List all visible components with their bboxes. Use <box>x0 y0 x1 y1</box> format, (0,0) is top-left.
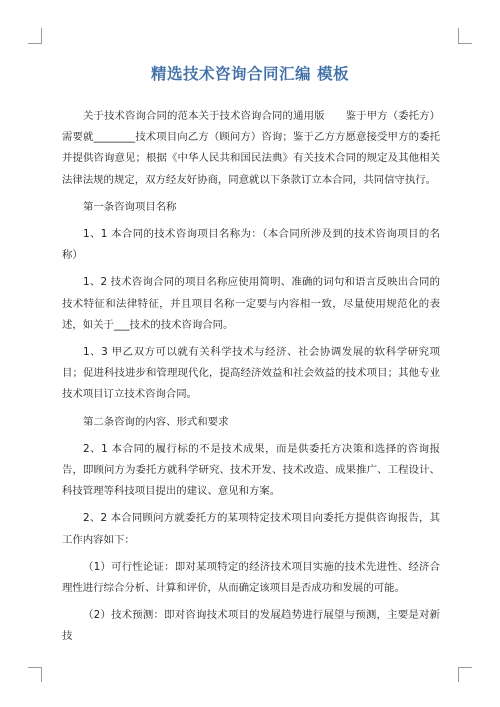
crop-mark-bottom-left <box>41 667 42 682</box>
crop-mark-top-right <box>458 43 472 44</box>
clause-1-1: 1、1 本合同的技术咨询项目名称为：（本合同所涉及到的技术咨询项目的名称） <box>62 228 440 262</box>
clause-2-2-item-2: （2）技术预测：即对咨询技术项目的发展趋势进行展望与预测，主要是对新技 <box>62 609 440 643</box>
clause-1-3: 1、3 甲乙双方可以就有关科学技术与经济、社会协调发展的软科学研究项目；促进科技进步和管理现代化，提高经济效益和社会效益的技术项目；其他专业技术项目订立技术咨询合同。 <box>62 346 440 401</box>
section-heading-2: 第二条咨询的内容、形式和要求 <box>83 415 229 428</box>
crop-mark-bottom-right <box>458 667 472 668</box>
crop-mark-bottom-right <box>458 667 459 682</box>
clause-1-2: 1、2 技术咨询合同的项目名称应使用简明、准确的词句和语言反映出合同的技术特征和法律特征，并且项目名称一定要与内容相一致，尽量使用规范化的表述，如关于___技术的技术咨询合同。 <box>62 276 440 331</box>
section-heading-1: 第一条咨询项目名称 <box>83 200 177 213</box>
document-title: 精选技术咨询合同汇编 模板 <box>151 65 349 83</box>
crop-mark-top-right <box>458 28 459 43</box>
clause-2-2-item-1: （1）可行性论证：即对某项特定的经济技术项目实施的技术先进性、经济合理性进行综合分析、计算和评价，从而确定该项目是否成功和发展的可能。 <box>62 560 440 595</box>
document-body <box>62 106 440 654</box>
crop-mark-top-left <box>41 28 42 43</box>
intro-paragraph: 关于技术咨询合同的范本关于技术咨询合同的通用版 鉴于甲方（委托方）需要就________技术项目向乙方（顾问方）咨询；鉴于乙方方愿意接受甲方的委托并提供咨询意见；根据《中华人民共和国民法典》有关技术合同的规定及其他相关法律法规的规定，双方经友好协商，同意就以下条款订立本合同，共同信守执行。 <box>62 110 440 186</box>
crop-mark-bottom-left <box>28 667 42 668</box>
clause-2-2: 2、2 本合同顾问方就委托方的某项特定技术项目向委托方提供咨询报告，其工作内容如下： <box>62 512 440 546</box>
clause-2-1: 2、1 本合同的履行标的不是技术成果，而是供委托方决策和选择的咨询报告，即顾问方为委托方就科学研究、技术开发、技术改造、成果推广、工程设计、科技管理等科技项目提出的建议、意见和方案。 <box>62 442 440 498</box>
crop-mark-top-left <box>28 43 42 44</box>
